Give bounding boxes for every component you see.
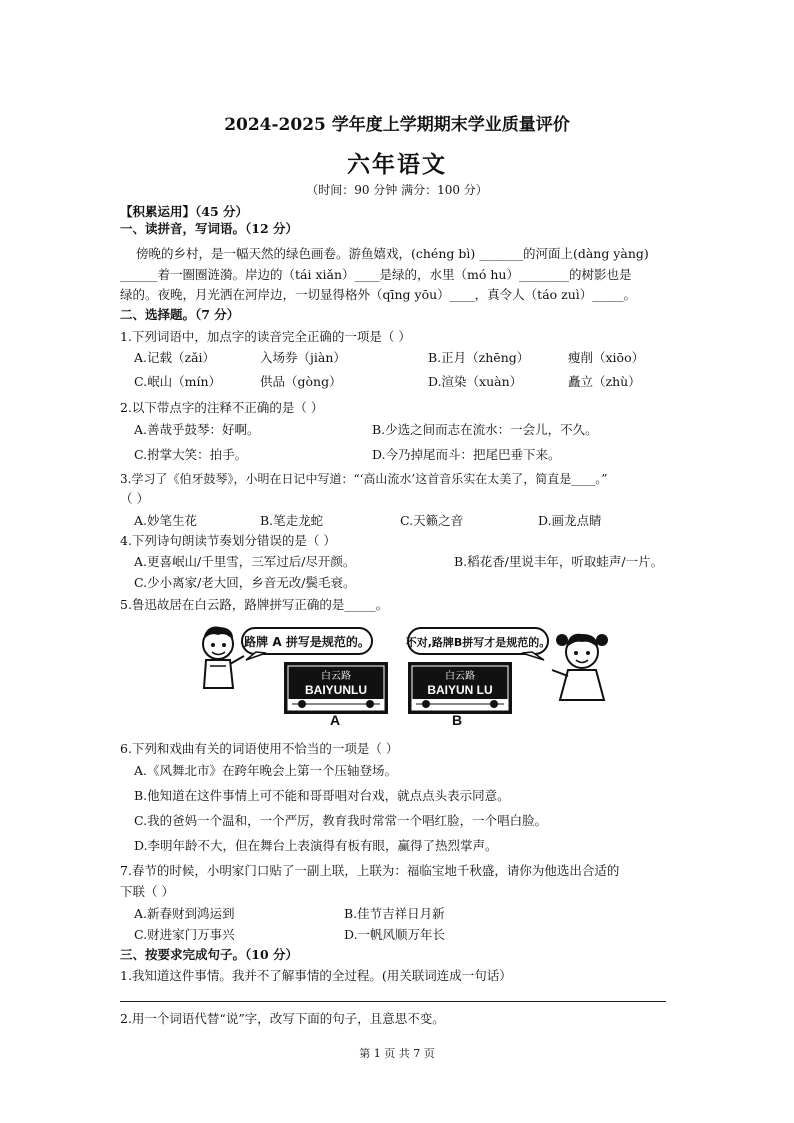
q1-option-c1: C.岷山（mín）	[134, 374, 221, 389]
section-label: 【积累运用】（45 分）	[120, 204, 248, 219]
part1-line-1: 傍晚的乡村，是一幅天然的绿色画卷。游鱼嬉戏，(chéng bì) _______的河面上(dàng yàng)	[136, 246, 649, 261]
part2-heading: 二、选择题。（7 分）	[120, 307, 240, 322]
speech-bubble-b	[406, 628, 551, 660]
q6-stem: 6.下列和戏曲有关的词语使用不恰当的一项是（ ）	[120, 741, 399, 756]
q3-option-b: B.笔走龙蛇	[260, 513, 324, 528]
q3-option-c: C.天籁之音	[400, 513, 464, 528]
q3-stem: 3.学习了《伯牙鼓琴》，小明在日记中写道：“‘高山流水’这首音乐实在太美了，简直是____。”	[120, 472, 608, 486]
q3-paren: （ ）	[120, 491, 149, 506]
q6-option-a: A.《风舞北市》在跨年晚会上第一个压轴登场。	[134, 763, 398, 778]
q6-option-c: C.我的爸妈一个温和，一个严厉，教育我时常常一个唱红脸，一个唱白脸。	[134, 813, 548, 828]
q7-option-d: D.一帆风顺万年长	[344, 927, 446, 942]
part1-line-2: ______着一圈圈涟漪。岸边的（tái xiǎn）____是绿的，水里（mó hu）________的树影也是	[120, 267, 632, 282]
q1-option-a1: A.记载（zǎi）	[134, 350, 216, 365]
q1-option-b2: 瘦削（xiōo）	[568, 350, 645, 365]
q2-option-d: D.今乃掉尾而斗：把尾巴垂下来。	[372, 447, 561, 462]
road-sign-a	[284, 662, 388, 714]
bubble-b-text: 不对,路牌B拼写才是规范的。	[405, 636, 551, 649]
bubble-a-text: 路牌 A 拼写是规范的。	[244, 635, 370, 649]
q2-option-c: C.拊掌大笑：拍手。	[134, 447, 248, 462]
subject-title: 六年语文	[347, 151, 447, 178]
q1-option-b1: B.正月（zhēng）	[428, 350, 530, 365]
part1-heading: 一、读拼音，写词语。（12 分）	[120, 221, 298, 236]
q3-option-d: D.画龙点睛	[538, 513, 602, 528]
q4-option-c: C.少小离家/老大回，乡音无改/鬓毛衰。	[134, 575, 356, 590]
q4-option-a: A.更喜岷山/千里雪，三军过后/尽开颜。	[134, 554, 356, 569]
part3-q2: 2.用一个词语代替“说”字，改写下面的句子，且意思不变。	[120, 1011, 445, 1026]
sign-b-chinese: 白云路	[445, 671, 475, 682]
road-sign-illustration	[196, 622, 616, 732]
speech-bubble-a	[242, 628, 372, 660]
q3-option-a: A.妙笔生花	[134, 513, 198, 528]
boy-figure	[203, 627, 244, 688]
q1-option-d1: D.渲染（xuàn）	[428, 374, 523, 389]
q2-option-a: A.善哉乎鼓琴：好啊。	[134, 422, 260, 437]
part3-heading: 三、按要求完成句子。（10 分）	[120, 947, 298, 962]
q2-option-b: B.少选之间而志在流水：一会儿，不久。	[372, 422, 598, 437]
sign-b-pinyin: BAIYUN LU	[427, 683, 493, 697]
exam-info: （时间：90 分钟 满分：100 分）	[306, 183, 488, 197]
sign-a-pinyin: BAIYUNLU	[305, 683, 367, 697]
sign-a-chinese: 白云路	[321, 671, 351, 682]
q1-option-d2: 矗立（zhù）	[568, 374, 641, 389]
q7-option-c: C.财进家门万事兴	[134, 927, 235, 942]
part1-line-3: 绿的。夜晚，月光洒在河岸边，一切显得格外（qīng yōu）____，真令人（táo zuì）_____。	[120, 287, 637, 302]
q1-stem: 1.下列词语中，加点字的读音完全正确的一项是（ ）	[120, 329, 411, 344]
girl-figure	[552, 634, 608, 700]
q7-option-a: A.新春财到鸿运到	[134, 906, 235, 921]
label-a: A	[330, 712, 341, 728]
q7-option-b: B.佳节吉祥日月新	[344, 906, 445, 921]
q7-stem-line1: 7.春节的时候，小明家门口贴了一副上联，上联为：福临宝地千秋盛，请你为他选出合适的	[120, 863, 620, 878]
label-b: B	[452, 712, 463, 728]
q6-option-b: B.他知道在这件事情上可不能和哥哥唱对台戏，就点点头表示同意。	[134, 788, 510, 803]
q5-stem: 5.鲁迅故居在白云路，路牌拼写正确的是_____。	[120, 597, 389, 612]
q6-option-d: D.李明年龄不大，但在舞台上表演得有板有眼，赢得了热烈掌声。	[134, 838, 498, 853]
q4-option-b: B.稻花香/里说丰年，听取蛙声/一片。	[454, 554, 664, 569]
q1-option-a2: 入场券（jiàn）	[260, 350, 346, 365]
q1-option-c2: 供品（gòng）	[260, 374, 342, 389]
exam-title: 2024-2025 学年度上学期期末学业质量评价	[224, 115, 570, 135]
answer-line[interactable]	[120, 1001, 666, 1002]
part3-q1: 1.我知道这件事情。我并不了解事情的全过程。(用关联词连成一句话）	[120, 968, 512, 983]
page-footer: 第 1 页 共 7 页	[359, 1047, 435, 1060]
road-sign-b	[408, 662, 512, 714]
q4-stem: 4.下列诗句朗读节奏划分错误的是（ ）	[120, 533, 336, 548]
road-sign-drawing	[196, 622, 616, 732]
q7-stem-line2: 下联（ ）	[120, 884, 174, 899]
q2-stem: 2.以下带点字的注释不正确的是（ ）	[120, 400, 324, 415]
